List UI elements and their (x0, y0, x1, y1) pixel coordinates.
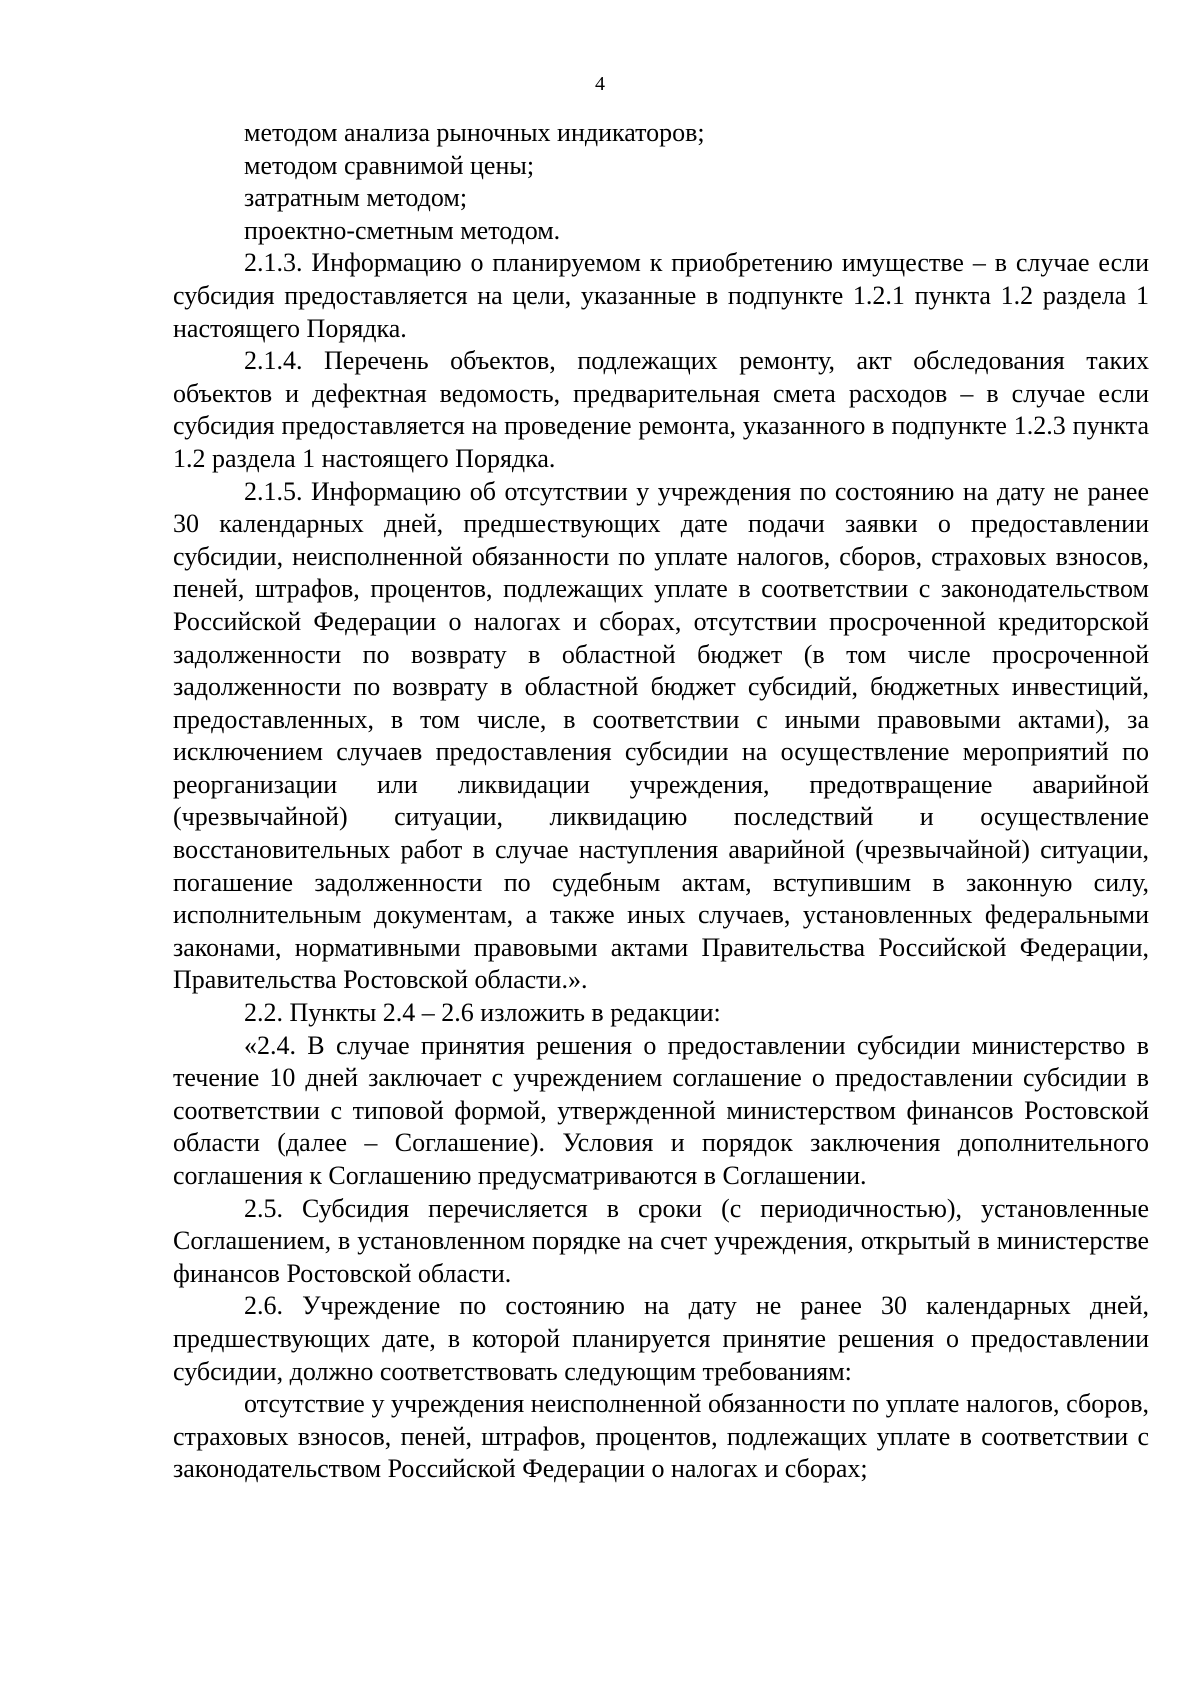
paragraph-method-cost: затратным методом; (244, 183, 468, 213)
paragraph-method-comparable-price: методом сравнимой цены; (244, 150, 535, 180)
paragraph-2-1-5: 2.1.5. Информацию об отсутствии у учреждения по состоянию на дату не ранее 30 календарных дней, предшествующих дате подачи заявки о предоставлении субсидии, неисполненной обязанности по уплате налогов, сборов, страховых взносов, пеней, штрафов, процентов, подлежащих уплате в соответствии с законодательством Российской Федерации о налогах и сборах, отсутствии просроченной кредиторской задолженности по возврату в областной бюджет (в том числе просроченной задолженности по возврату в областной бюджет субсидий, бюджетных инвестиций, предоставленных, в том числе, в соответствии с иными правовыми актами), за исключением случаев предоставления субсидии на осуществление мероприятий по реорганизации или ликвидации учреждения, предотвращение аварийной (чрезвычайной) ситуации, ликвидацию последствий и осуществление восстановительных работ в случае наступления аварийной (чрезвычайной) ситуации, погашение задолженности по судебным актам, вступившим в законную силу, исполнительным документам, а также иных случаев, установленных федеральными законами, нормативными правовыми актами Правительства Российской Федерации, Правительства Ростовской области.». (173, 476, 1149, 995)
paragraph-2-1-4: 2.1.4. Перечень объектов, подлежащих ремонту, акт обследования таких объектов и дефектная ведомость, предварительная смета расходов – в случае если субсидия предоставляется на проведение ремонта, указанного в подпункте 1.2.3 пункта 1.2 раздела 1 настоящего Порядка. (173, 346, 1149, 473)
paragraph-2-2: 2.2. Пункты 2.4 – 2.6 изложить в редакции: (244, 998, 721, 1028)
paragraph-2-5: 2.5. Субсидия перечисляется в сроки (с периодичностью), установленные Соглашением, в установленном порядке на счет учреждения, открытый в министерстве финансов Ростовской области. (173, 1193, 1149, 1288)
paragraph-requirement-no-tax-debt: отсутствие у учреждения неисполненной обязанности по уплате налогов, сборов, страховых взносов, пеней, штрафов, процентов, подлежащих уплате в соответствии с законодательством Российской Федерации о налогах и сборах; (173, 1389, 1149, 1484)
page-number: 4 (595, 73, 605, 95)
paragraph-2-1-3: 2.1.3. Информацию о планируемом к приобретению имуществе – в случае если субсидия предоставляется на цели, указанные в подпункте 1.2.1 пункта 1.2 раздела 1 настоящего Порядка. (173, 248, 1149, 343)
document-body (173, 117, 1149, 1486)
paragraph-2-4: «2.4. В случае принятия решения о предоставлении субсидии министерство в течение 10 дней заключает с учреждением соглашение о предоставлении субсидии в соответствии с типовой формой, утвержденной министерством финансов Ростовской области (далее – Соглашение). Условия и порядок заключения дополнительного соглашения к Соглашению предусматриваются в Соглашении. (173, 1030, 1149, 1190)
paragraph-method-market-indicators: методом анализа рыночных индикаторов; (244, 118, 705, 147)
paragraph-2-6: 2.6. Учреждение по состоянию на дату не ранее 30 календарных дней, предшествующих дате, в которой планируется принятие решения о предоставлении субсидии, должно соответствовать следующим требованиям: (173, 1291, 1149, 1386)
paragraph-method-design-estimate: проектно-сметным методом. (244, 215, 561, 245)
